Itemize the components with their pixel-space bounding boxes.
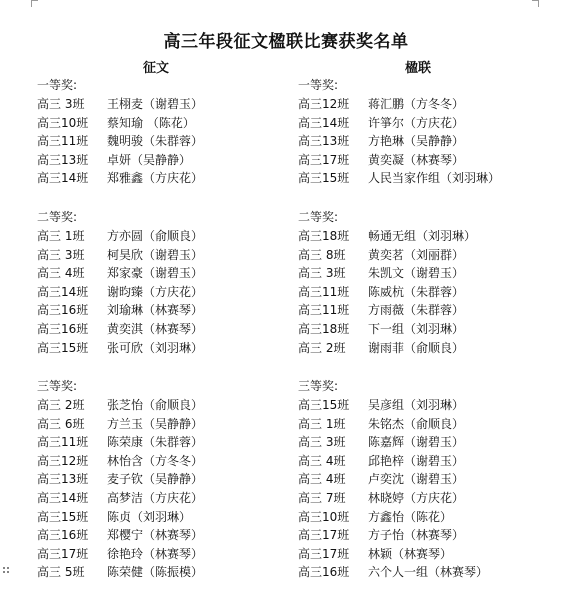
winner-name: 方亦圆（俞顺良） bbox=[107, 229, 204, 243]
class-label: 高三16班 bbox=[298, 565, 350, 580]
list-item bbox=[37, 95, 297, 114]
winner-name: 郑雅鑫（方庆花） bbox=[107, 171, 204, 186]
list-item bbox=[37, 169, 297, 188]
essay-first-prize-section bbox=[37, 76, 297, 188]
winner-name: 邱艳梓（谢碧玉） bbox=[368, 453, 465, 468]
prize-label: 三等奖: bbox=[37, 379, 78, 393]
list-item bbox=[298, 489, 558, 508]
class-label: 高三13班 bbox=[37, 152, 89, 167]
list-item bbox=[37, 545, 297, 564]
winner-name: 方鑫怡（陈花） bbox=[368, 509, 453, 524]
list-item bbox=[298, 508, 558, 527]
prize-label: 一等奖: bbox=[298, 78, 339, 92]
winner-name: 方兰玉（吴静静） bbox=[107, 416, 204, 431]
winner-name: 徐艳玲（林赛琴） bbox=[107, 546, 204, 561]
list-item bbox=[37, 563, 297, 582]
class-label: 高三14班 bbox=[37, 171, 89, 186]
winner-name: 畅通无组（刘羽琳） bbox=[368, 229, 477, 243]
list-item bbox=[37, 452, 297, 471]
class-label: 高三16班 bbox=[37, 528, 89, 543]
winner-name: 王栩麦（谢碧玉） bbox=[107, 97, 204, 111]
class-label: 高三 2班 bbox=[37, 398, 85, 412]
list-item bbox=[37, 508, 297, 527]
prize-label: 二等奖: bbox=[37, 210, 78, 224]
winner-name: 人民当家作组（刘羽琳） bbox=[368, 171, 501, 186]
list-item bbox=[37, 339, 297, 358]
list-item bbox=[298, 95, 558, 114]
list-item bbox=[298, 320, 558, 339]
winner-name: 蒋汇鹏（方冬冬） bbox=[368, 97, 465, 111]
document-title: 高三年段征文楹联比赛获奖名单 bbox=[163, 32, 409, 52]
class-label: 高三10班 bbox=[37, 115, 89, 130]
class-label: 高三11班 bbox=[37, 435, 89, 450]
class-label: 高三 3班 bbox=[37, 247, 85, 262]
winner-name: 魏明骏（朱群蓉） bbox=[107, 134, 204, 149]
class-label: 高三18班 bbox=[298, 321, 350, 336]
class-label: 高三11班 bbox=[298, 303, 350, 318]
winner-name: 张可欣（刘羽琳） bbox=[107, 340, 204, 355]
list-item bbox=[298, 264, 558, 283]
list-item bbox=[298, 452, 558, 471]
winner-name: 谢昀臻（方庆花） bbox=[107, 284, 204, 299]
winner-name: 麦子钦（吴静静） bbox=[107, 472, 204, 487]
class-label: 高三12班 bbox=[298, 97, 350, 111]
class-label: 高三 5班 bbox=[37, 565, 85, 580]
list-item bbox=[298, 132, 558, 151]
list-item bbox=[37, 227, 297, 246]
class-label: 高三 1班 bbox=[37, 229, 85, 243]
list-item bbox=[37, 415, 297, 434]
list-item bbox=[37, 526, 297, 545]
list-item bbox=[37, 151, 297, 170]
list-item bbox=[298, 339, 558, 358]
prize-label: 二等奖: bbox=[298, 210, 339, 224]
winner-name: 谢雨菲（俞顺良） bbox=[368, 340, 465, 355]
list-item bbox=[37, 301, 297, 320]
list-item bbox=[37, 433, 297, 452]
winner-name: 方子怡（林赛琴） bbox=[368, 528, 465, 543]
class-label: 高三13班 bbox=[298, 134, 350, 149]
winner-name: 下一组（刘羽琳） bbox=[368, 321, 465, 336]
class-label: 高三 4班 bbox=[298, 453, 346, 468]
class-label: 高三 3班 bbox=[37, 97, 85, 111]
page-corner-mark-right bbox=[532, 0, 539, 7]
winner-name: 方艳琳（吴静静） bbox=[368, 134, 465, 149]
winner-name: 张芝怡（俞顺良） bbox=[107, 398, 204, 412]
class-label: 高三15班 bbox=[37, 509, 89, 524]
page-corner-mark-left bbox=[31, 0, 38, 7]
class-label: 高三 6班 bbox=[37, 416, 85, 431]
winner-name: 林怡含（方冬冬） bbox=[107, 453, 204, 468]
list-item bbox=[298, 563, 558, 582]
list-item bbox=[37, 264, 297, 283]
winner-name: 柯昊欣（谢碧玉） bbox=[107, 247, 204, 262]
list-item bbox=[298, 114, 558, 133]
winner-name: 许箏尔（方庆花） bbox=[368, 115, 465, 130]
winner-name: 黄奕淇（林赛琴） bbox=[107, 321, 204, 336]
class-label: 高三15班 bbox=[298, 398, 350, 412]
winner-name: 方雨薇（朱群蓉） bbox=[368, 303, 465, 318]
prize-label: 一等奖: bbox=[37, 78, 78, 92]
winner-name: 陈嘉辉（谢碧玉） bbox=[368, 435, 465, 450]
couplet-column-heading: 楹联 bbox=[405, 61, 432, 76]
list-item bbox=[298, 151, 558, 170]
couplet-third-prize-section bbox=[298, 377, 558, 582]
drag-handle-icon[interactable] bbox=[2, 566, 10, 574]
class-label: 高三 3班 bbox=[298, 266, 346, 281]
winner-name: 黄奕凝（林赛琴） bbox=[368, 152, 465, 167]
class-label: 高三 3班 bbox=[298, 435, 346, 450]
list-item bbox=[298, 283, 558, 302]
winner-name: 蔡知瑜 （陈花） bbox=[107, 115, 195, 130]
winner-name: 郑樱宁（林赛琴） bbox=[107, 528, 204, 543]
list-item bbox=[37, 396, 297, 415]
list-item bbox=[37, 246, 297, 265]
class-label: 高三 4班 bbox=[37, 266, 85, 281]
class-label: 高三14班 bbox=[298, 115, 350, 130]
winner-name: 卢奕沈（谢碧玉） bbox=[368, 472, 465, 487]
list-item bbox=[37, 132, 297, 151]
class-label: 高三 8班 bbox=[298, 247, 346, 262]
list-item bbox=[298, 169, 558, 188]
class-label: 高三10班 bbox=[298, 509, 350, 524]
list-item bbox=[37, 283, 297, 302]
winner-name: 林颖（林赛琴） bbox=[368, 546, 453, 561]
essay-second-prize-section bbox=[37, 208, 297, 357]
class-label: 高三13班 bbox=[37, 472, 89, 487]
list-item bbox=[37, 320, 297, 339]
class-label: 高三17班 bbox=[298, 152, 350, 167]
class-label: 高三 1班 bbox=[298, 416, 346, 431]
class-label: 高三15班 bbox=[298, 171, 350, 186]
class-label: 高三11班 bbox=[298, 284, 350, 299]
list-item bbox=[298, 545, 558, 564]
class-label: 高三17班 bbox=[298, 546, 350, 561]
class-label: 高三11班 bbox=[37, 134, 89, 149]
winner-name: 郑家豪（谢碧玉） bbox=[107, 266, 204, 281]
essay-column-heading: 征文 bbox=[143, 61, 170, 76]
class-label: 高三15班 bbox=[37, 340, 89, 355]
prize-label: 三等奖: bbox=[298, 379, 339, 393]
essay-third-prize-section bbox=[37, 377, 297, 582]
winner-name: 陈威杭（朱群蓉） bbox=[368, 284, 465, 299]
list-item bbox=[37, 489, 297, 508]
list-item bbox=[298, 433, 558, 452]
list-item bbox=[298, 301, 558, 320]
list-item bbox=[298, 526, 558, 545]
list-item bbox=[37, 470, 297, 489]
class-label: 高三14班 bbox=[37, 284, 89, 299]
class-label: 高三 7班 bbox=[298, 490, 346, 505]
winner-name: 刘瑜琳（林赛琴） bbox=[107, 303, 204, 318]
winner-name: 吴彦组（刘羽琳） bbox=[368, 398, 465, 412]
couplet-second-prize-section bbox=[298, 208, 558, 357]
winner-name: 陈荣康（朱群蓉） bbox=[107, 435, 204, 450]
winner-name: 朱凯文（谢碧玉） bbox=[368, 266, 465, 281]
class-label: 高三17班 bbox=[37, 546, 89, 561]
winner-name: 黄奕茗（刘丽群） bbox=[368, 247, 465, 262]
list-item bbox=[298, 227, 558, 246]
list-item bbox=[298, 470, 558, 489]
winner-name: 朱铭杰（俞顺良） bbox=[368, 416, 465, 431]
winner-name: 高梦洁（方庆花） bbox=[107, 490, 204, 505]
class-label: 高三18班 bbox=[298, 229, 350, 243]
class-label: 高三12班 bbox=[37, 453, 89, 468]
winner-name: 陈荣健（陈振模） bbox=[107, 565, 204, 580]
class-label: 高三16班 bbox=[37, 321, 89, 336]
class-label: 高三 4班 bbox=[298, 472, 346, 487]
class-label: 高三 2班 bbox=[298, 340, 346, 355]
class-label: 高三16班 bbox=[37, 303, 89, 318]
winner-name: 六个人一组（林赛琴） bbox=[368, 565, 489, 580]
winner-name: 陈贞（刘羽琳） bbox=[107, 509, 192, 524]
class-label: 高三17班 bbox=[298, 528, 350, 543]
list-item bbox=[298, 396, 558, 415]
winner-name: 林晓婷（方庆花） bbox=[368, 490, 465, 505]
couplet-first-prize-section bbox=[298, 76, 558, 188]
winner-name: 卓妍（吴静静） bbox=[107, 152, 192, 167]
list-item bbox=[37, 114, 297, 133]
list-item bbox=[298, 246, 558, 265]
list-item bbox=[298, 415, 558, 434]
class-label: 高三14班 bbox=[37, 490, 89, 505]
